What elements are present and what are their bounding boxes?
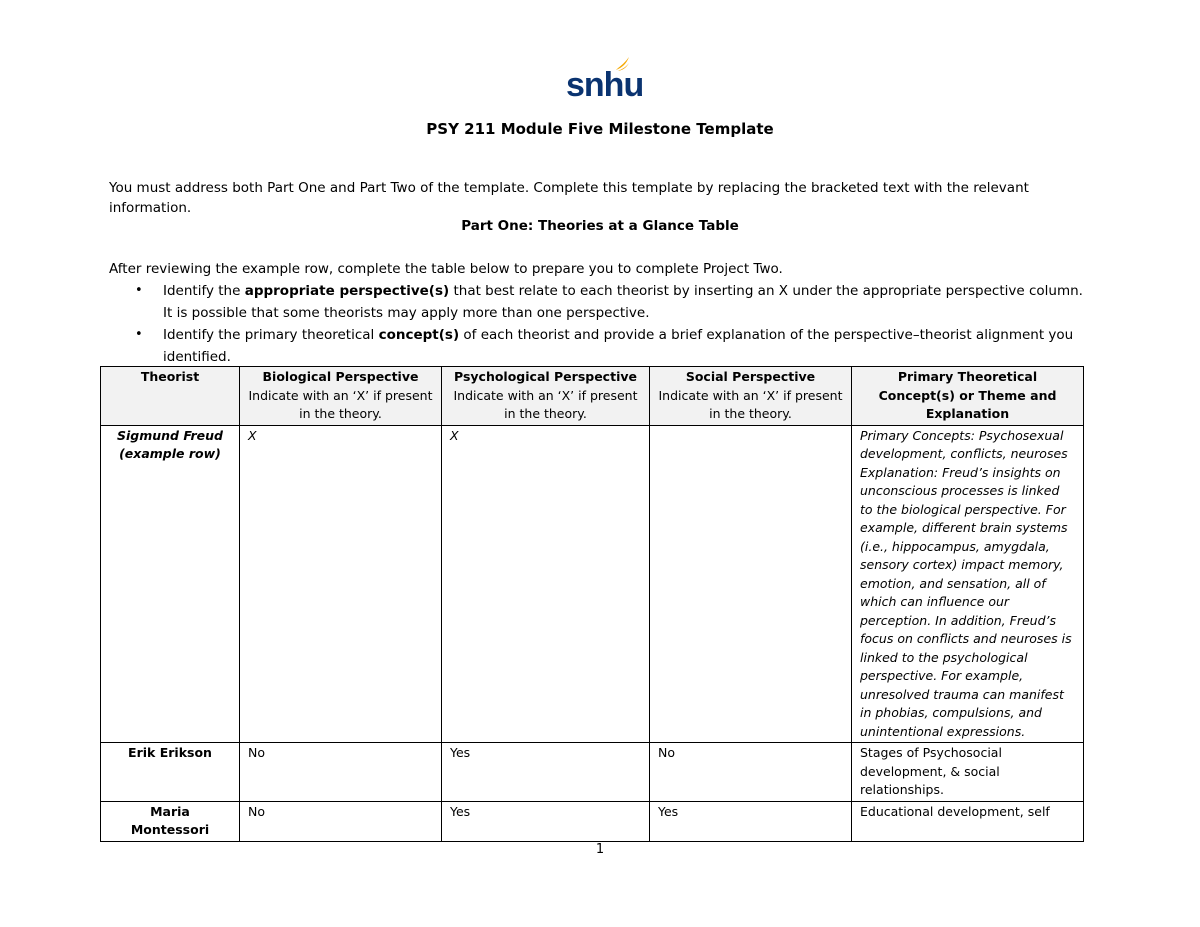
header-biological: Biological Perspective Indicate with an ‘X’ if present in the theory.	[240, 367, 442, 426]
cell-concept[interactable]: Stages of Psychosocial development, & social relationships.	[852, 743, 1084, 802]
document-title: PSY 211 Module Five Milestone Template	[426, 120, 774, 138]
cell-theorist[interactable]: Sigmund Freud (example row)	[101, 425, 240, 743]
cell-social[interactable]: No	[650, 743, 852, 802]
cell-theorist[interactable]: Maria Montessori	[101, 801, 240, 841]
bullet-text: of each theorist and provide a brief explanation of the perspective–theorist alignment you identified.	[163, 327, 1074, 365]
bullet-bold-text: appropriate perspective(s)	[244, 283, 450, 299]
instructions-paragraph: After reviewing the example row, complete the table below to prepare you to complete Project Two.	[109, 261, 783, 277]
cell-theorist[interactable]: Erik Erikson	[101, 743, 240, 802]
bullet-item	[109, 280, 1089, 324]
intro-paragraph: You must address both Part One and Part Two of the template. Complete this template by replacing the bracketed text with the relevant information.	[109, 180, 1029, 216]
cell-social[interactable]: Yes	[650, 801, 852, 841]
snhu-logo	[566, 56, 644, 104]
table-row	[101, 801, 1084, 841]
part-one-heading: Part One: Theories at a Glance Table	[461, 218, 739, 234]
table-row	[101, 425, 1084, 743]
cell-psychological[interactable]: Yes	[442, 801, 650, 841]
table-header-row	[101, 367, 1084, 426]
theories-table	[100, 366, 1084, 842]
header-concept: Primary Theoretical Concept(s) or Theme and Explanation	[852, 367, 1084, 426]
cell-biological[interactable]: No	[240, 801, 442, 841]
bullet-bold-text: concept(s)	[378, 327, 460, 343]
page-number: 1	[595, 842, 605, 857]
header-social: Social Perspective Indicate with an ‘X’ if present in the theory.	[650, 367, 852, 426]
header-theorist: Theorist	[101, 367, 240, 426]
cell-social[interactable]	[650, 425, 852, 743]
header-psychological: Psychological Perspective Indicate with an ‘X’ if present in the theory.	[442, 367, 650, 426]
bullet-item	[109, 324, 1089, 368]
bullet-text: Identify the primary theoretical	[163, 327, 379, 343]
cell-psychological[interactable]: X	[442, 425, 650, 743]
bullet-text: Identify the	[163, 283, 245, 299]
cell-biological[interactable]: X	[240, 425, 442, 743]
cell-psychological[interactable]: Yes	[442, 743, 650, 802]
logo-wordmark: snhu	[566, 66, 644, 104]
bullet-icon: •	[135, 327, 143, 342]
bullet-text: that best relate to each theorist by inserting an X under the appropriate perspective column. It is possible that some theorists may apply more than one perspective.	[163, 283, 1083, 321]
cell-concept[interactable]: Educational development, self	[852, 801, 1084, 841]
cell-biological[interactable]: No	[240, 743, 442, 802]
instruction-bullets	[109, 280, 1089, 368]
table-row	[101, 743, 1084, 802]
bullet-icon: •	[135, 283, 143, 298]
cell-concept[interactable]: Primary Concepts: Psychosexual development, conflicts, neuroses Explanation: Freud’s insights on unconscious processes is linked to the biological perspective. For example, different brain systems (i.e., hippocampus, amygdala, sensory cortex) impact memory, emotion, and sensation, all of which can influence our perception. In addition, Freud’s focus on conflicts and neuroses is linked to the psychological perspective. For example, unresolved trauma can manifest in phobias, compulsions, and unintentional expressions.	[852, 425, 1084, 743]
